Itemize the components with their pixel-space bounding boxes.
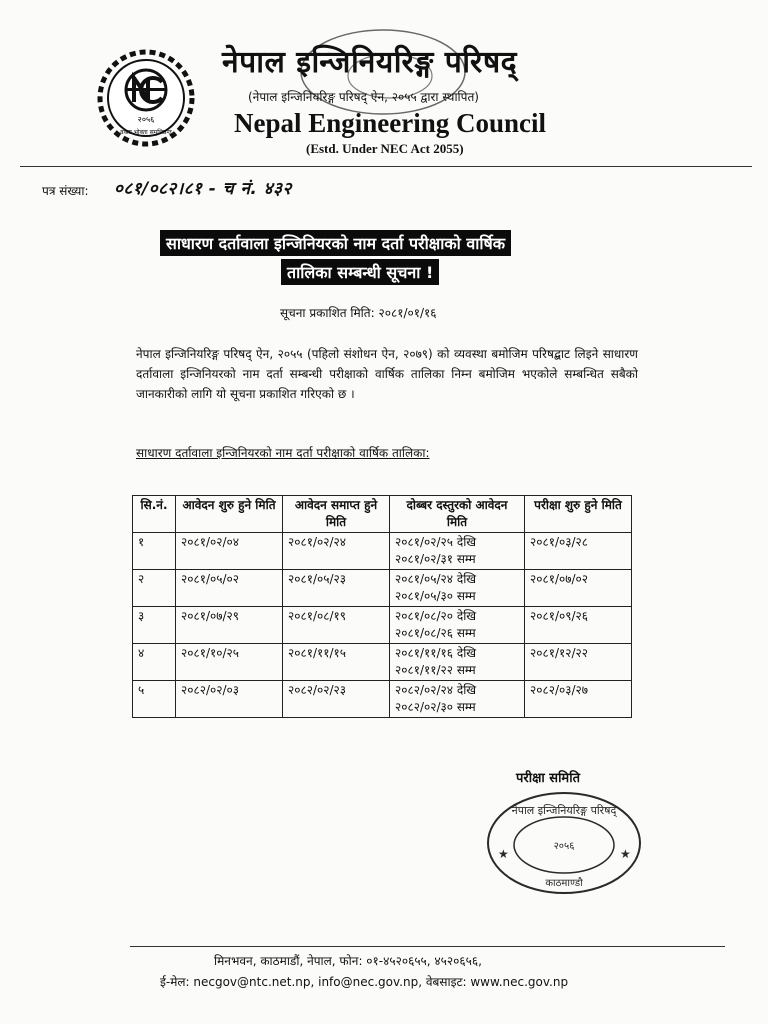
table-row: [133, 607, 632, 644]
exam-schedule-table: [132, 495, 632, 718]
double-fee-to: २०८२/०२/३० सम्म: [395, 700, 476, 714]
footer-divider: [130, 946, 725, 947]
table-heading: साधारण दर्तावाला इन्जिनियरको नाम दर्ता परीक्षाको वार्षिक तालिका:: [136, 446, 430, 460]
double-fee-to: २०८१/११/२२ सम्म: [395, 663, 476, 677]
double-fee-to: २०८१/०२/३१ सम्म: [395, 552, 476, 566]
header-serial: सि.नं.: [133, 496, 176, 533]
stamp-top-text: नेपाल इन्जिनियरिङ्ग परिषद्: [511, 804, 617, 817]
header-exam-start: परीक्षा शुरु हुने मिति: [525, 496, 632, 533]
cell-serial: २: [133, 570, 176, 607]
notice-title-line2: तालिका सम्बन्धी सूचना !: [281, 259, 439, 285]
header-application-end: आवेदन समाप्त हुने मिति: [283, 496, 390, 533]
cell-application-end: २०८१/११/१५: [283, 644, 390, 681]
header-application-start: आवेदन शुरु हुने मिति: [176, 496, 283, 533]
cell-exam-start: २०८१/१२/२२: [525, 644, 632, 681]
table-row: [133, 570, 632, 607]
stamp-year: २०५६: [553, 841, 575, 852]
double-fee-to: २०८१/०५/३० सम्म: [395, 589, 476, 603]
org-name-nepali: नेपाल इन्जिनियरिङ्ग परिषद्: [222, 45, 518, 80]
org-name-english: Nepal Engineering Council: [234, 108, 547, 138]
notice-title-line1: साधारण दर्तावाला इन्जिनियरको नाम दर्ता परीक्षाको वार्षिक: [160, 230, 511, 256]
table-header-row: [133, 496, 632, 533]
cell-exam-start: २०८२/०३/२७: [525, 681, 632, 718]
council-logo: [96, 48, 196, 148]
cell-application-start: २०८२/०२/०३: [176, 681, 283, 718]
signatory-committee: परीक्षा समिति: [516, 771, 580, 786]
header-divider: [20, 166, 752, 167]
org-subtitle-english: (Estd. Under NEC Act 2055): [306, 141, 464, 156]
footer-contact: ई-मेल: necgov@ntc.net.np, info@nec.gov.np, वेबसाइट: www.nec.gov.np: [160, 975, 569, 989]
reference-number: ०८१/०८२।८१ - च नं. ४३२: [114, 179, 292, 199]
double-fee-from: २०८१/०२/२५ देखि: [395, 535, 477, 549]
cell-exam-start: २०८१/०७/०२: [525, 570, 632, 607]
cell-application-start: २०८१/१०/२५: [176, 644, 283, 681]
reference-label: पत्र संख्या:: [42, 184, 89, 198]
org-subtitle-nepali: (नेपाल इन्जिनियरिङ्ग परिषद् ऐन, २०५५ द्वारा स्थापित): [248, 90, 479, 104]
stamp-bottom-text: काठमाण्डौ: [545, 878, 583, 889]
table-row: [133, 533, 632, 570]
cell-exam-start: २०८१/०३/२८: [525, 533, 632, 570]
double-fee-from: २०८१/०८/२० देखि: [395, 609, 477, 623]
stamp-star-icon: ★: [498, 847, 509, 861]
cell-double-fee: [390, 607, 525, 644]
logo-motto: वक्ता भोक्ता समुत्तिष्ठन्तु: [120, 129, 172, 136]
cell-application-end: २०८१/०२/२४: [283, 533, 390, 570]
cell-exam-start: २०८१/०९/२६: [525, 607, 632, 644]
cell-double-fee: [390, 570, 525, 607]
notice-body: नेपाल इन्जिनियरिङ्ग परिषद् ऐन, २०५५ (पहिलो संशोधन ऐन, २०७९) को व्यवस्था बमोजिम परिषद्बाट लिइने साधारण दर्तावाला इन्जिनियरको नाम दर्ता सम्बन्धी परीक्षाको वार्षिक तालिका निम्न बमोजिम भएकोले सम्बन्धित सबैको जानकारीको लागि यो सूचना प्रकाशित गरिएको छ ।: [136, 347, 638, 401]
cell-application-start: २०८१/०२/०४: [176, 533, 283, 570]
header-double-fee: दोब्बर दस्तुरको आवेदन मिति: [390, 496, 525, 533]
double-fee-from: २०८२/०२/२४ देखि: [395, 683, 477, 697]
cell-serial: ४: [133, 644, 176, 681]
cell-application-end: २०८१/०५/२३: [283, 570, 390, 607]
stamp-star-icon: ★: [620, 847, 631, 861]
cell-serial: ३: [133, 607, 176, 644]
cell-application-start: २०८१/०५/०२: [176, 570, 283, 607]
table-row: [133, 644, 632, 681]
double-fee-to: २०८१/०८/२६ सम्म: [395, 626, 476, 640]
footer-address: मिनभवन, काठमाडौं, नेपाल, फोन: ०१-४५२०६५५, ४५२०६५६,: [214, 954, 482, 968]
cell-double-fee: [390, 644, 525, 681]
notice-published-date: सूचना प्रकाशित मिति: २०८१/०१/१६: [280, 306, 437, 320]
cell-application-start: २०८१/०७/२९: [176, 607, 283, 644]
cell-double-fee: [390, 533, 525, 570]
cell-serial: ५: [133, 681, 176, 718]
table-row: [133, 681, 632, 718]
official-stamp: [484, 788, 644, 898]
cell-application-end: २०८१/०८/१९: [283, 607, 390, 644]
cell-serial: १: [133, 533, 176, 570]
cell-application-end: २०८२/०२/२३: [283, 681, 390, 718]
logo-year: २०५६: [137, 115, 155, 124]
cell-double-fee: [390, 681, 525, 718]
double-fee-from: २०८१/०५/२४ देखि: [395, 572, 477, 586]
double-fee-from: २०८१/११/१६ देखि: [395, 646, 477, 660]
